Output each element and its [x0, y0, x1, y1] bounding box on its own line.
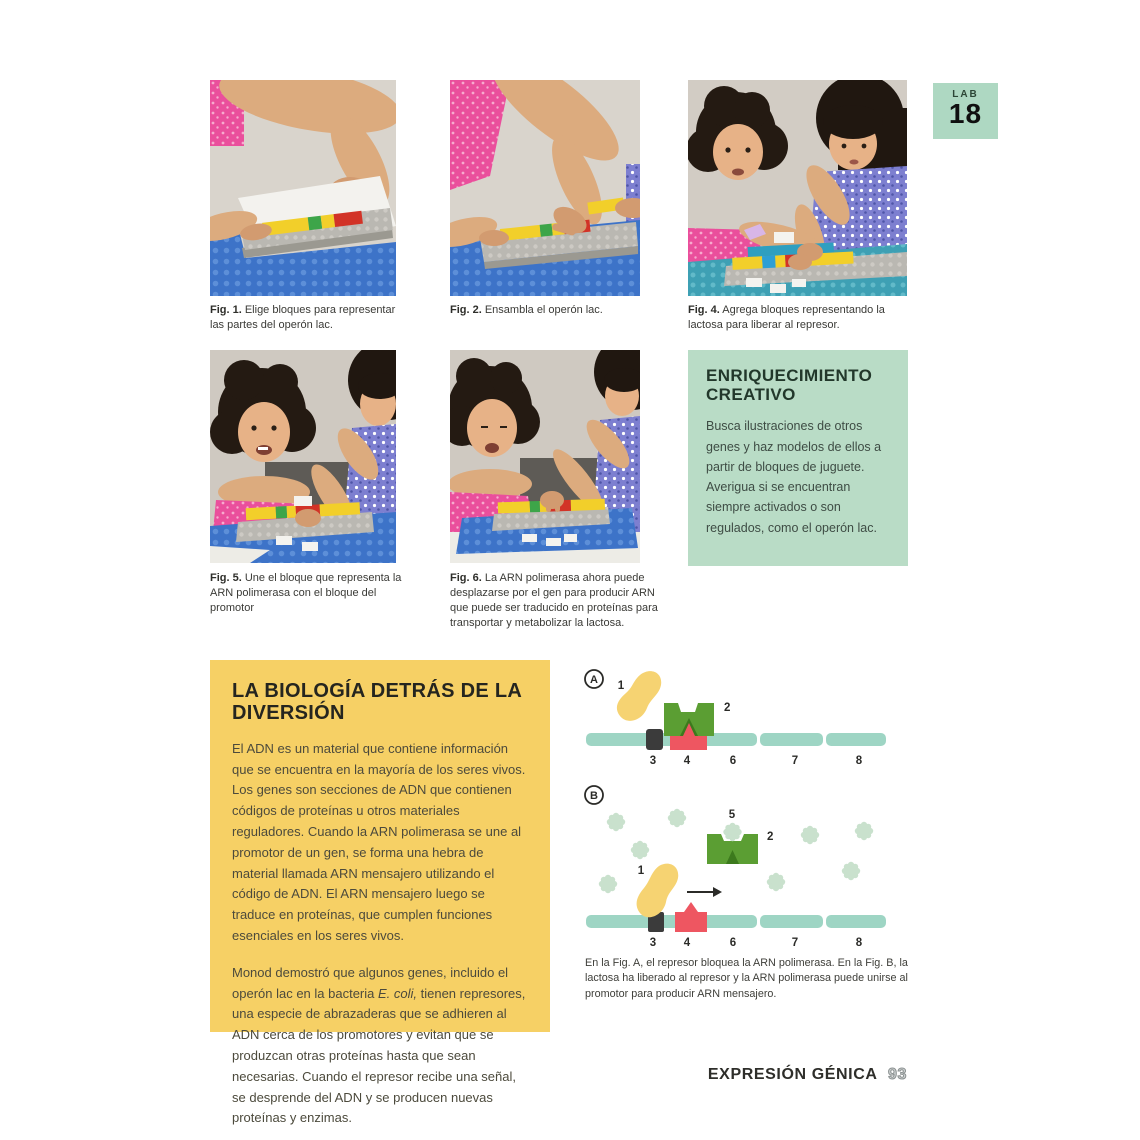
repressor-number: 2: [767, 831, 774, 843]
p2-after: tienen represores, una especie de abrazaderas que se adhieren al ADN cerca de los promotores y evitan que se produzcan otras proteínas hasta que sean necesarias. Cuando el represor recibe una señal, se desprende del ADN y se producen nuevas proteínas y enzimas.: [232, 985, 526, 1126]
p2-before: Monod demostró que algunos genes, incluido el operón lac en la bacteria: [232, 964, 509, 1001]
svg-text:7: 7: [791, 755, 799, 767]
biology-box: [210, 660, 550, 1126]
lactose-number: 5: [728, 809, 736, 821]
footer-page-number: 93: [888, 1066, 907, 1083]
svg-text:A: A: [590, 674, 598, 686]
diagram-panel-b: [583, 778, 905, 950]
svg-text:4: 4: [683, 755, 691, 767]
promoter-block: [675, 902, 707, 932]
fig2-caption: [450, 303, 646, 318]
fig4-caption-text: Agrega bloques representando la lactosa para liberar al represor.: [688, 304, 885, 331]
enrichment-body: Busca ilustraciones de otros genes y haz modelos de ellos a partir de bloques de juguete. Averigua si se encuentran siempre activados o son regulados, como el operón lac.: [706, 419, 882, 535]
fig6-caption: [450, 571, 658, 630]
svg-text:8: 8: [855, 937, 863, 949]
fig6-caption-label: Fig. 6.: [450, 572, 482, 584]
fig1-caption: [210, 303, 402, 333]
dna-strand: [586, 733, 886, 746]
lab-badge-label: LAB: [952, 89, 979, 100]
p2-italic-species: E. coli,: [377, 985, 417, 1001]
svg-text:4: 4: [683, 937, 691, 949]
enrichment-box: [688, 350, 908, 566]
svg-text:B: B: [590, 790, 598, 802]
svg-text:7: 7: [791, 937, 799, 949]
photo-fig4: [688, 80, 907, 296]
fig2-caption-label: Fig. 2.: [450, 304, 482, 316]
biology-paragraph-2: [232, 963, 528, 1129]
enrichment-title: ENRIQUECIMIENTO CREATIVO: [706, 366, 873, 404]
panel-b-marker: [585, 786, 603, 804]
hand: [295, 509, 321, 527]
fig4-caption-label: Fig. 4.: [688, 304, 720, 316]
lab-badge-number: 18: [948, 98, 983, 129]
dna-segment-numbers: [650, 755, 863, 767]
svg-text:6: 6: [729, 937, 737, 949]
photo-fig2: [450, 80, 640, 296]
fig2-caption-text: Ensambla el operón lac.: [484, 304, 603, 316]
footer-title: EXPRESIÓN GÉNICA: [707, 1066, 877, 1083]
svg-text:3: 3: [649, 937, 657, 949]
fig5-caption-label: Fig. 5.: [210, 572, 242, 584]
biology-paragraph-1: El ADN es un material que contiene información que se encuentra en la mayoría de los seres vivos. Los genes son secciones de ADN que contienen códigos de proteínas u otros materiales reguladores. Cuando la ARN polimerasa se une al promotor de un gen, se forma una hebra de material llamada ARN mensajero utilizando el código de ADN. El ARN mensajero luego se traduce en proteínas, que cumplen funciones esenciales en los seres vivos.: [232, 740, 526, 943]
lab-badge: [933, 83, 998, 139]
fig6-caption-text: La ARN polimerasa ahora puede desplazarse por el gen para producir ARN que puede ser traducido en proteínas para transportar y metabolizar la lactosa.: [450, 572, 658, 629]
polymerase-number: 1: [637, 865, 645, 877]
biology-title: LA BIOLOGÍA DETRÁS DE LA DIVERSIÓN: [232, 680, 522, 725]
svg-text:6: 6: [729, 755, 737, 767]
dna-strand: [586, 915, 886, 928]
dna-segment-numbers: [650, 937, 863, 949]
svg-text:8: 8: [855, 755, 863, 767]
fig5-caption: [210, 571, 406, 616]
page-footer: [585, 1066, 907, 1084]
direction-arrow: [687, 887, 722, 897]
bound-lactose-molecule: [723, 823, 741, 841]
fig4-caption: [688, 303, 908, 333]
fig5-caption-text: Une el bloque que representa la ARN polimerasa con el bloque del promotor: [210, 572, 402, 614]
fig1-caption-text: Elige bloques para representar las partes del operón lac.: [210, 304, 396, 331]
operator-block: [646, 729, 663, 750]
diagram-panel-a: [583, 663, 905, 775]
photo-fig6: [450, 350, 640, 563]
svg-text:3: 3: [649, 755, 657, 767]
panel-a-marker: [585, 670, 603, 688]
polymerase-number: 1: [617, 680, 625, 692]
rna-polymerase-blob: [617, 671, 661, 721]
repressor-number: 2: [724, 702, 731, 714]
photo-fig5: [210, 350, 396, 563]
fig1-caption-label: Fig. 1.: [210, 304, 242, 316]
diagram-caption: En la Fig. A, el represor bloquea la ARN polimerasa. En la Fig. B, la lactosa ha liberado al represor y la ARN polimerasa puede unirse al promotor para producir ARN mensajero.: [585, 957, 908, 1000]
photo-fig1: [210, 80, 396, 296]
